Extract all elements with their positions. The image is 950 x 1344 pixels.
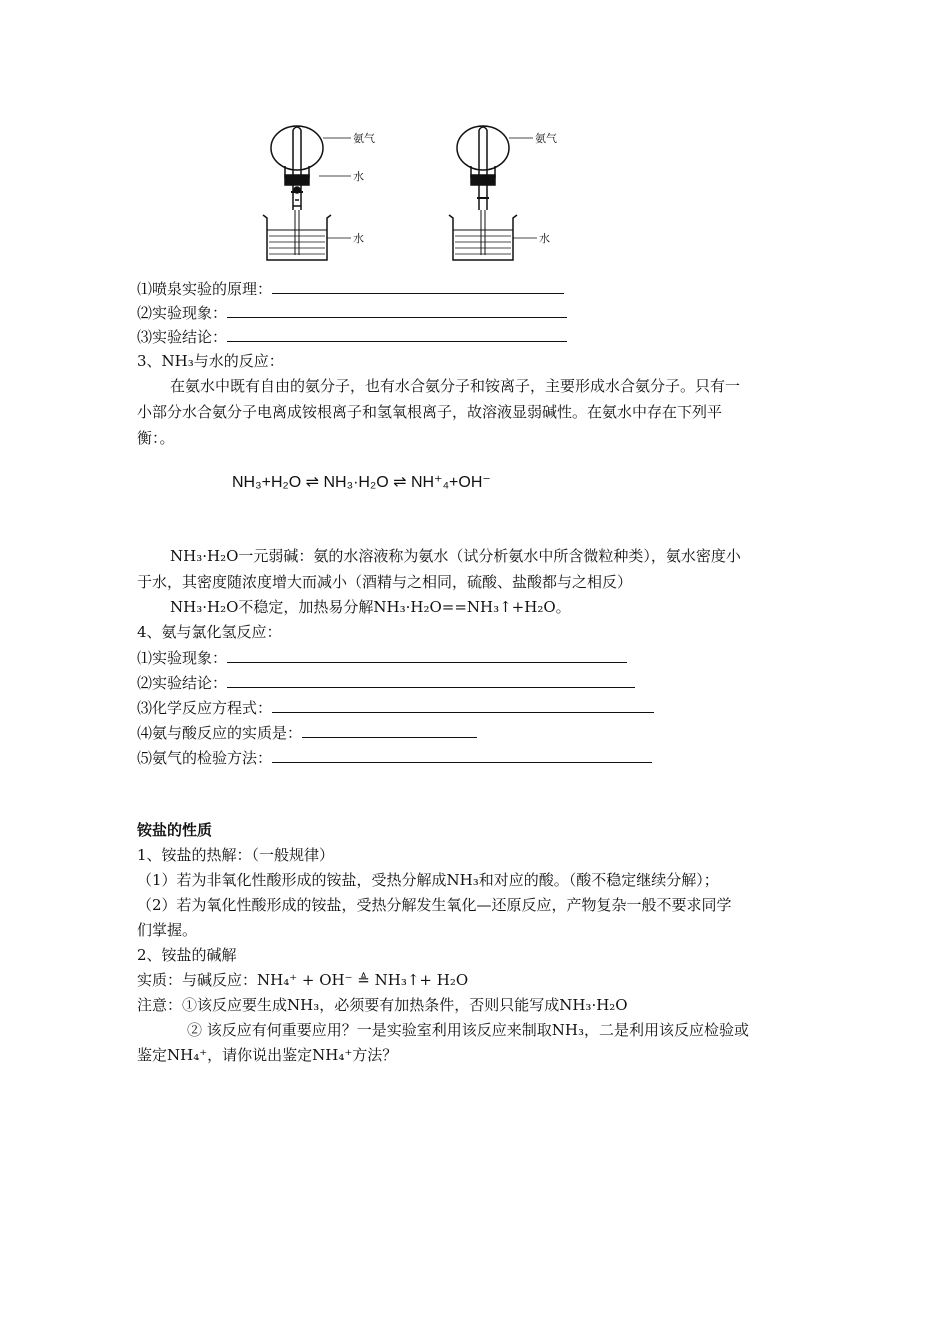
ammonium-note2-line1: ② 该反应有何重要应用？一是实验室利用该反应来制取NH₃，二是利用该反应检验或: [187, 1021, 749, 1039]
sec3-p2-line2: 于水，其密度随浓度增大而减小（酒精与之相同，硫酸、盐酸都与之相反）: [137, 573, 633, 591]
sec4-title: 4、氨与氯化氢反应：: [137, 623, 282, 641]
left-gas-label: 氨气: [353, 132, 375, 145]
sec4-q1: ⑴实验现象：: [137, 647, 627, 668]
sec4-q5: ⑸氨气的检验方法：: [137, 747, 652, 768]
right-apparatus: [449, 126, 537, 260]
left-apparatus: [263, 126, 351, 260]
ammonium-s1-b-line2: 们掌握。: [137, 921, 198, 939]
ammonia-equilibrium-equation: NH₃+H₂O ⇌ NH₃·H₂O ⇌ NH⁺₄+OH⁻: [232, 474, 491, 491]
right-water-bottom-label: 水: [539, 232, 550, 245]
answer-blank[interactable]: [227, 672, 635, 688]
ammonium-s1-b-line1: （2）若为氧化性酸形成的铵盐，受热分解发生氧化—还原反应，产物复杂一般不要求同学: [137, 896, 732, 914]
answer-blank[interactable]: [272, 278, 564, 294]
fountain-apparatus-diagram: [255, 120, 575, 270]
answer-blank[interactable]: [227, 302, 567, 318]
ammonium-s1-title: 1、铵盐的热解：（一般规律）: [137, 846, 335, 864]
answer-blank[interactable]: [227, 647, 627, 663]
ammonium-s2-essence: 实质：与碱反应：NH₄⁺ + OH⁻ ≜ NH₃↑+ H₂O: [137, 971, 469, 989]
sec3-p1-line1: 在氨水中既有自由的氨分子，也有水合氨分子和铵离子，主要形成水合氨分子。只有一: [170, 377, 741, 395]
sec3-p2-line1: NH₃·H₂O一元弱碱：氨的水溶液称为氨水（试分析氨水中所含微粒种类），氨水密度小: [170, 547, 741, 565]
fountain-q1: ⑴喷泉实验的原理：: [137, 278, 564, 299]
sec4-q2: ⑵实验结论：: [137, 672, 635, 693]
answer-blank[interactable]: [227, 326, 567, 342]
answer-blank[interactable]: [302, 722, 477, 738]
ammonium-note1: 注意：①该反应要生成NH₃，必须要有加热条件，否则只能写成NH₃·H₂O: [137, 996, 628, 1014]
sec3-p1-line3: 衡：。: [137, 429, 175, 447]
sec4-q3: ⑶化学反应方程式：: [137, 697, 654, 718]
answer-blank[interactable]: [272, 747, 652, 763]
answer-blank[interactable]: [272, 697, 654, 713]
left-water-bottom-label: 水: [353, 232, 364, 245]
ammonium-heading: 铵盐的性质: [137, 821, 213, 839]
left-water-top-label: 水: [353, 170, 364, 183]
fountain-q2: ⑵实验现象：: [137, 302, 567, 323]
sec3-p1-line2: 小部分水合氨分子电离成铵根离子和氢氧根离子，故溶液显弱碱性。在氨水中存在下列平: [137, 403, 723, 421]
sec3-title: 3、NH₃与水的反应：: [137, 352, 284, 370]
ammonium-note2-line2: 鉴定NH₄⁺，请你说出鉴定NH₄⁺方法？: [137, 1046, 398, 1064]
sec4-q4: ⑷氨与酸反应的实质是：: [137, 722, 477, 743]
right-gas-label: 氨气: [535, 132, 557, 145]
ammonium-s2-title: 2、铵盐的碱解: [137, 946, 237, 964]
ammonium-s1-a: （1）若为非氧化性酸形成的铵盐，受热分解成NH₃和对应的酸。（酸不稳定继续分解）；: [137, 871, 719, 889]
sec3-p3: NH₃·H₂O不稳定，加热易分解NH₃·H₂O==NH₃↑+H₂O。: [170, 598, 571, 616]
fountain-q3: ⑶实验结论：: [137, 326, 567, 347]
